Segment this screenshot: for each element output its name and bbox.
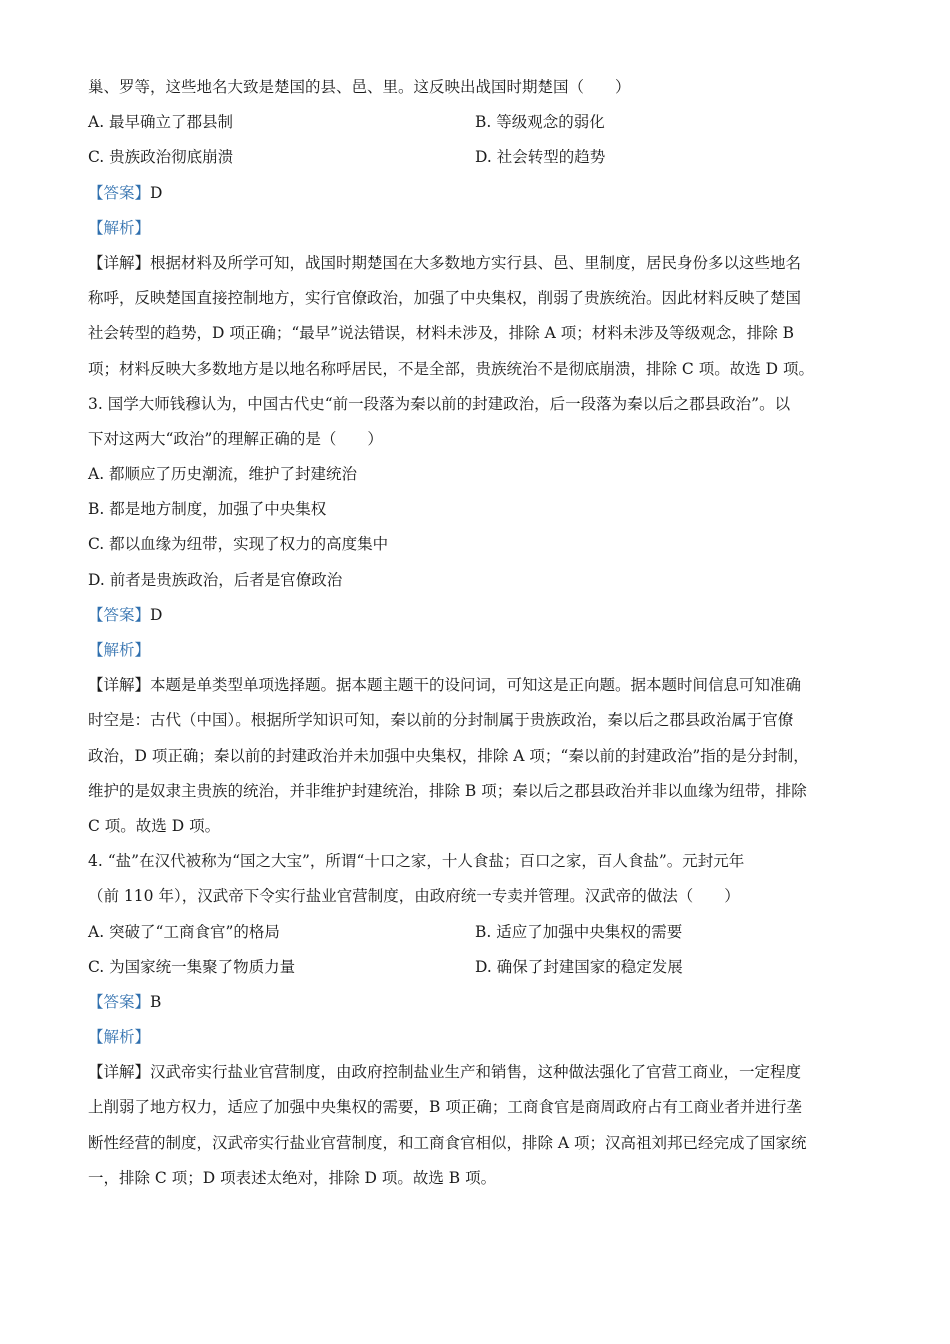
q2-options-row-1: [88, 105, 878, 140]
q4-stem-line: （前 110 年），汉武帝下令实行盐业官营制度，由政府统一专卖并管理。汉武帝的做法（ ）: [88, 887, 740, 906]
q4-options-row-2: [88, 950, 878, 985]
q4-stem-line: 4. “盐”在汉代被称为“国之大宝”，所谓“十口之家，十人食盐；百口之家，百人食盐”。元封元年: [88, 852, 745, 871]
detail-text: 汉武帝实行盐业官营制度，由政府控制盐业生产和销售，这种做法强化了官营工商业，一定程度: [150, 1063, 802, 1082]
analysis-tag: 【解析】: [88, 1028, 151, 1047]
answer-tag: 【答案】: [88, 183, 151, 202]
q3-detail: [88, 668, 878, 844]
q4-option-a: A. 突破了“工商食官”的格局: [88, 922, 280, 941]
q2-stem-tail: 巢、罗等，这些地名大致是楚国的县、邑、里。这反映出战国时期楚国（ ）: [88, 78, 631, 96]
q2-analysis: [88, 211, 878, 246]
detail-line: 政治，D 项正确；秦以前的封建政治并未加强中央集权，排除 A 项；“秦以前的封建政治”指的是分封制，: [88, 746, 809, 765]
q2-options-row-2: [88, 140, 878, 175]
answer-value: D: [150, 183, 163, 202]
detail-line: 时空是：古代（中国）。根据所学知识可知，秦以前的分封制属于贵族政治，秦以后之郡县政治属于官僚: [88, 711, 794, 730]
detail-line: 维护的是奴隶主贵族的统治，并非维护封建统治，排除 B 项；秦以后之郡县政治并非以血缘为纽带，排除: [88, 781, 807, 800]
q2-option-c: C. 贵族政治彻底崩溃: [88, 148, 234, 167]
detail-line: 上削弱了地方权力，适应了加强中央集权的需要，B 项正确；工商食官是商周政府占有工商业者并进行垄: [88, 1098, 802, 1117]
q3-analysis: [88, 633, 878, 668]
answer-tag: 【答案】: [88, 992, 151, 1011]
detail-line: 项；材料反映大多数地方是以地名称呼居民，不是全部，贵族统治不是彻底崩溃，排除 C 项。故选 D 项。: [88, 359, 814, 378]
detail-line: [88, 1055, 878, 1090]
q4-detail: [88, 1055, 878, 1196]
detail-line: 称呼，反映楚国直接控制地方，实行官僚政治，加强了中央集权，削弱了贵族统治。因此材料反映了楚国: [88, 289, 802, 308]
detail-line: 断性经营的制度，汉武帝实行盐业官营制度，和工商食官相似，排除 A 项；汉高祖刘邦已经完成了国家统: [88, 1133, 807, 1152]
q3-option-a: A. 都顺应了历史潮流，维护了封建统治: [88, 465, 358, 484]
q4-answer: [88, 985, 878, 1020]
answer-value: D: [150, 605, 163, 624]
answer-tag: 【答案】: [88, 605, 151, 624]
q2-option-a: A. 最早确立了郡县制: [88, 113, 234, 132]
q4-options-row-1: [88, 915, 878, 950]
detail-tag: 【详解】: [88, 253, 151, 272]
q3-stem-line: 3. 国学大师钱穆认为，中国古代史“前一段落为秦以前的封建政治，后一段落为秦以后之郡县政治”。以: [88, 394, 791, 413]
detail-text: 本题是单类型单项选择题。据本题主题干的设问词，可知这是正向题。据本题时间信息可知准确: [150, 676, 802, 695]
document-page: [88, 70, 878, 1196]
detail-line: C 项。故选 D 项。: [88, 816, 221, 835]
q3-option-b: B. 都是地方制度，加强了中央集权: [88, 500, 327, 519]
q3-option-d: D. 前者是贵族政治，后者是官僚政治: [88, 570, 343, 589]
q2-option-b: B. 等级观念的弱化: [475, 113, 605, 132]
detail-text: 根据材料及所学可知，战国时期楚国在大多数地方实行县、邑、里制度，居民身份多以这些地名: [150, 253, 802, 272]
q2-answer: [88, 176, 878, 211]
analysis-tag: 【解析】: [88, 218, 151, 237]
q3-option-c: C. 都以血缘为纽带，实现了权力的高度集中: [88, 535, 389, 554]
detail-line: 社会转型的趋势，D 项正确；“最早”说法错误，材料未涉及，排除 A 项；材料未涉及等级观念，排除 B: [88, 324, 795, 343]
detail-tag: 【详解】: [88, 676, 151, 695]
q4-option-b: B. 适应了加强中央集权的需要: [475, 922, 683, 941]
q3-stem-line: 下对这两大“政治”的理解正确的是（ ）: [88, 429, 383, 448]
q4-option-d: D. 确保了封建国家的稳定发展: [475, 957, 683, 976]
q2-detail: [88, 246, 878, 387]
analysis-tag: 【解析】: [88, 641, 151, 659]
q4-analysis: [88, 1020, 878, 1055]
q3-answer: [88, 598, 878, 633]
detail-line: 一，排除 C 项；D 项表述太绝对，排除 D 项。故选 B 项。: [88, 1168, 497, 1187]
q4-option-c: C. 为国家统一集聚了物质力量: [88, 957, 296, 976]
detail-line: [88, 668, 878, 703]
answer-value: B: [150, 992, 162, 1011]
q2-option-d: D. 社会转型的趋势: [475, 148, 606, 167]
detail-line: [88, 246, 878, 281]
detail-tag: 【详解】: [88, 1063, 151, 1082]
